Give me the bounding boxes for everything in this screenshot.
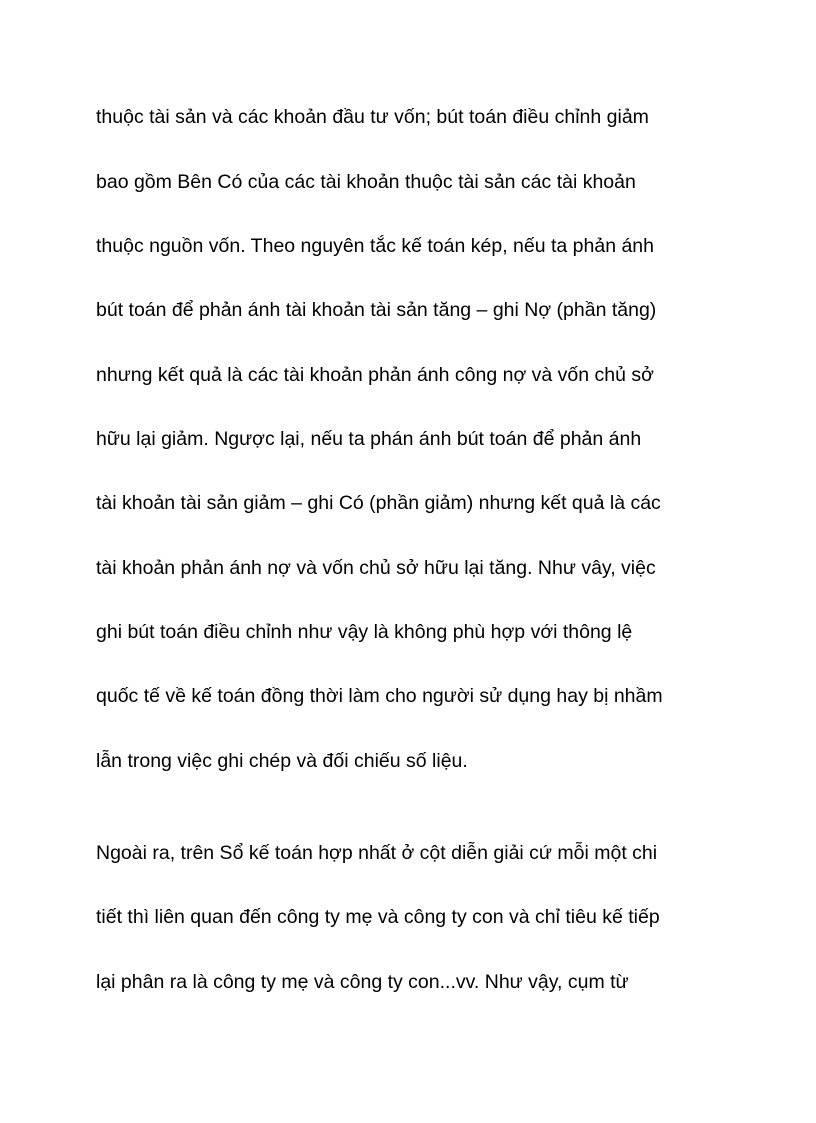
paragraph-1-line-1: thuộc tài sản và các khoản đầu tư vốn; bút toán điều chỉnh giảm [96, 106, 649, 128]
paragraph-1-line-5: nhưng kết quả là các tài khoản phản ánh công nợ và vốn chủ sở [96, 364, 654, 386]
paragraph-2-line-1: Ngoài ra, trên Sổ kế toán hợp nhất ở cột diễn giải cứ mỗi một chi [96, 842, 658, 864]
paragraph-1-line-7: tài khoản tài sản giảm – ghi Có (phần giảm) nhưng kết quả là các [96, 492, 661, 514]
paragraph-1-line-3: thuộc nguồn vốn. Theo nguyên tắc kế toán kép, nếu ta phản ánh [96, 235, 654, 257]
paragraph-1-line-11: lẫn trong việc ghi chép và đối chiếu số liệu. [96, 750, 468, 772]
paragraph-1-line-8: tài khoản phản ánh nợ và vốn chủ sở hữu lại tăng. Như vây, việc [96, 557, 656, 579]
paragraph-1-line-6: hữu lại giảm. Ngược lại, nếu ta phán ánh bút toán để phản ánh [96, 428, 642, 450]
paragraph-1-line-9: ghi bút toán điều chỉnh như vậy là không phù hợp với thông lệ [96, 621, 633, 643]
paragraph-1-line-2: bao gồm Bên Có của các tài khoản thuộc tài sản các tài khoản [96, 171, 636, 193]
paragraph-2-line-3: lại phân ra là công ty mẹ và công ty con...vv. Như vậy, cụm từ [96, 971, 629, 993]
paragraph-1-line-10: quốc tế về kế toán đồng thời làm cho người sử dụng hay bị nhầm [96, 685, 663, 707]
paragraph-1-line-4: bút toán để phản ánh tài khoản tài sản tăng – ghi Nợ (phần tăng) [96, 299, 657, 321]
paragraph-2-line-2: tiết thì liên quan đến công ty mẹ và công ty con và chỉ tiêu kế tiếp [96, 906, 660, 928]
